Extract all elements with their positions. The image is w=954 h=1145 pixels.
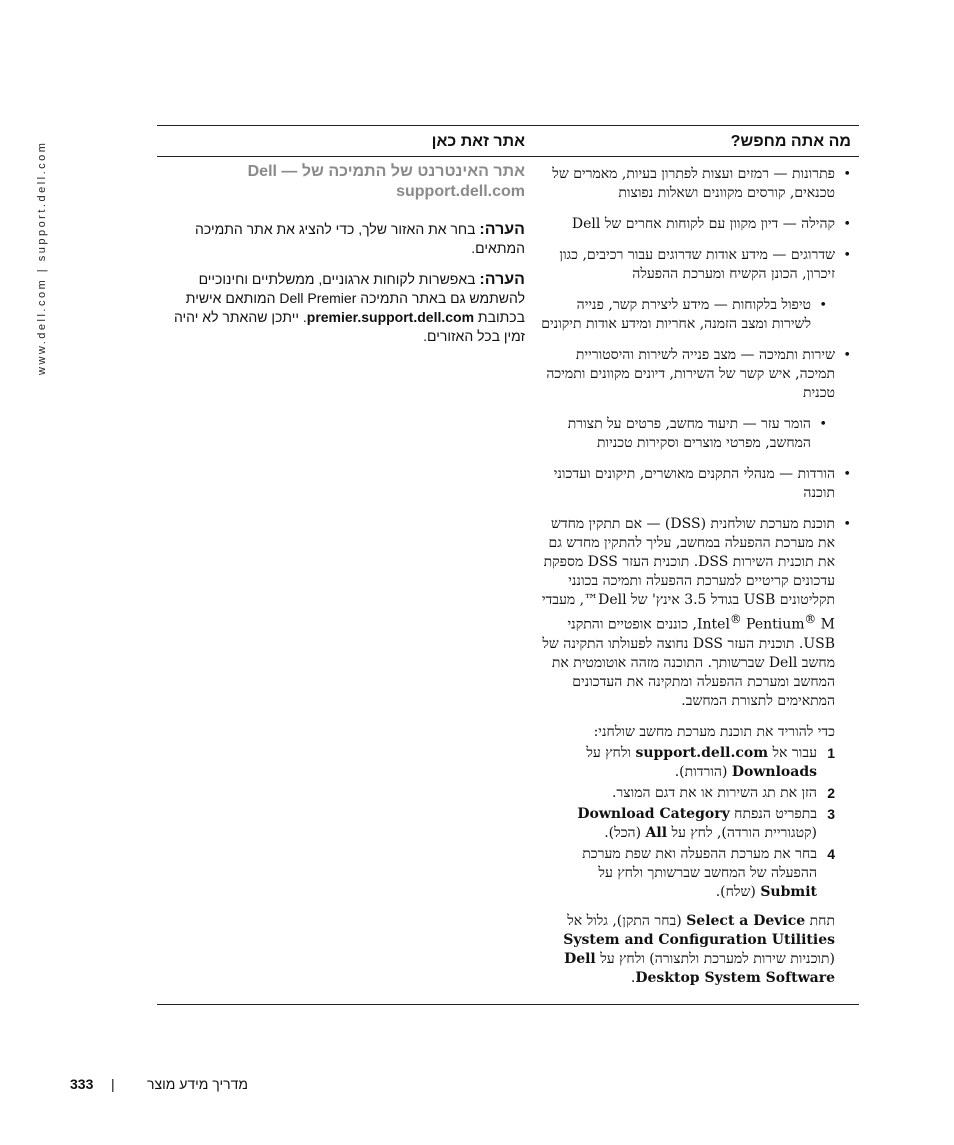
step-4 xyxy=(539,845,835,902)
header-looking-for: מה אתה מחפש? xyxy=(730,133,851,150)
step-4-text-a: בחר את מערכת ההפעלה ואת שפת מערכת ההפעלה של המחשב שברשותך ולחץ על xyxy=(582,845,817,881)
step-1-number: 1 xyxy=(827,744,835,761)
bullet-solutions: • פתרונות — רמזים ועצות לפתרון בעיות, מאמרים של טכנאים, קורסים מקוונים ושאלות נפוצות xyxy=(539,165,851,203)
support-link[interactable]: support.dell.com xyxy=(635,744,769,761)
page-number: 333 xyxy=(70,1076,94,1092)
step-1-text-e: (הורדות). xyxy=(674,763,732,780)
bullet-community: • קהילה — דיון מקוון עם לקוחות אחרים של Dell xyxy=(539,215,851,234)
info-table xyxy=(157,125,859,1005)
table-header xyxy=(157,126,859,157)
premier-support-link[interactable]: premier.support.dell.com xyxy=(306,309,475,325)
footer-separator: | xyxy=(111,1076,115,1092)
dss-text-pentium: Pentium xyxy=(741,616,805,633)
step-3-text-e: (הכל). xyxy=(604,824,646,841)
header-find-it-here: אתר זאת כאן xyxy=(431,133,525,150)
find-it-here-column xyxy=(165,162,525,358)
page-footer xyxy=(70,1076,250,1096)
step-1-text-c: ולחץ על xyxy=(586,744,636,761)
select-device-label: Select a Device xyxy=(686,912,806,929)
note-premier xyxy=(165,270,525,346)
step-3-number: 3 xyxy=(827,805,835,822)
bullet-customer-care: • טיפול בלקוחות — מידע ליצירת קשר, פנייה לשירות ומצב הזמנה, אחריות ומידע אודות תיקונים xyxy=(539,296,827,334)
indented-bullet-list-1 xyxy=(539,296,851,334)
note-region xyxy=(165,220,525,258)
note-label: הערה: xyxy=(479,221,525,238)
dss-text-a: תוכנת מערכת שולחנית (DSS) — אם תתקין מחדש את מערכת ההפעלה במחשב, עליך להתקין מחדש גם את תוכנית השירות DSS. תוכנית העזר DSS מספקת עדכונים קריטיים למערכת ההפעלה ותמיכה בכונני תקליטונים USB בגודל 3.5 אינץ' של Dell™, מעבדי Intel xyxy=(541,516,835,633)
note-premier-text-a: באפשרות לקוחות ארגוניים, ממשלתיים וחינוכיים להשתמש גם באתר התמיכה Dell Premier המותאם אישית בכתובת xyxy=(185,271,525,325)
system-utilities-label: System and Configuration Utilities xyxy=(563,931,835,948)
step-2-number: 2 xyxy=(827,784,835,801)
step-2 xyxy=(539,784,835,803)
note-region-text: בחר את האזור שלך, כדי להציג את אתר התמיכה המתאים. xyxy=(195,221,525,256)
dss-text-b: M, כוננים אופטיים והתקני USB. תוכנית העזר DSS נחוצה לפעולתו התקינה של מחשב Dell שברשותך. התוכנה מזהה אוטומטית את המחשב ומערכת ההפעלה ומתקינה את העדכונים המתאימים לתצורת המחשב. xyxy=(542,616,835,709)
download-intro: כדי להוריד את תוכנת מערכת מחשב שולחני: xyxy=(593,723,835,740)
tail-text-g: . xyxy=(630,969,636,986)
step-4-text-c: (שלח). xyxy=(715,883,761,900)
tail-text-a: תחת xyxy=(805,912,835,929)
bullet-dss xyxy=(539,515,851,711)
downloads-label: Downloads xyxy=(731,763,817,780)
indented-bullet-list-2 xyxy=(539,415,851,453)
note-premier-text-b: . ייתכן שהאתר לא יהיה זמין בכל האזורים. xyxy=(173,309,525,344)
step-1 xyxy=(539,744,835,782)
support-site-title: אתר האינטרנט של התמיכה של Dell — support.dell.com xyxy=(247,163,525,200)
note-label: הערה: xyxy=(479,271,525,288)
download-category-label: Download Category xyxy=(577,805,730,822)
step-3-text-a: בתפריט הנפתח xyxy=(729,805,817,822)
tail-text-c: (בחר התקן), גלול אל xyxy=(567,912,687,929)
bullet-reference: • הומר עזר — תיעוד מחשב, פרטים על תצורת המחשב, מפרטי מוצרים וסקירות טכניות xyxy=(539,415,827,453)
top-bullet-list xyxy=(539,165,851,284)
side-url: www.dell.com | support.dell.com xyxy=(36,140,48,376)
lower-bullet-list xyxy=(539,465,851,711)
step-1-text-a: עבור אל xyxy=(768,744,817,761)
bullet-downloads: • הורדות — מנהלי התקנים מאושרים, תיקונים ועדכוני תוכנה xyxy=(539,465,851,503)
mid-bullet-list xyxy=(539,346,851,403)
step-3 xyxy=(539,805,835,843)
guide-title: מדריך מידע מוצר xyxy=(147,1076,248,1092)
final-instruction xyxy=(539,912,851,988)
looking-for-column xyxy=(539,165,851,988)
step-2-text: הזן את תג השירות או את דגם המוצר. xyxy=(611,784,817,801)
tail-text-e: (תוכניות שירות למערכת ולתצורה) ולחץ על xyxy=(595,950,835,967)
dss-software-label: Dell Desktop System Software xyxy=(564,950,835,986)
registered-mark-1: ® xyxy=(729,612,742,626)
bullet-service-support: • שירות ותמיכה — מצב פנייה לשירות והיסטוריית תמיכה, איש קשר של השירות, דיונים מקוונים ותמיכה טכנית xyxy=(539,346,851,403)
step-4-number: 4 xyxy=(827,845,835,862)
submit-label: Submit xyxy=(760,883,817,900)
download-steps xyxy=(539,744,851,902)
bullet-upgrades: • שדרוגים — מידע אודות שדרוגים עבור רכיבים, כגון זיכרון, הכונן הקשיח ומערכת ההפעלה xyxy=(539,246,851,284)
step-3-text-c: (קטגוריית הורדה), לחץ על xyxy=(667,824,817,841)
all-label: All xyxy=(645,824,668,841)
registered-mark-2: ® xyxy=(804,612,817,626)
